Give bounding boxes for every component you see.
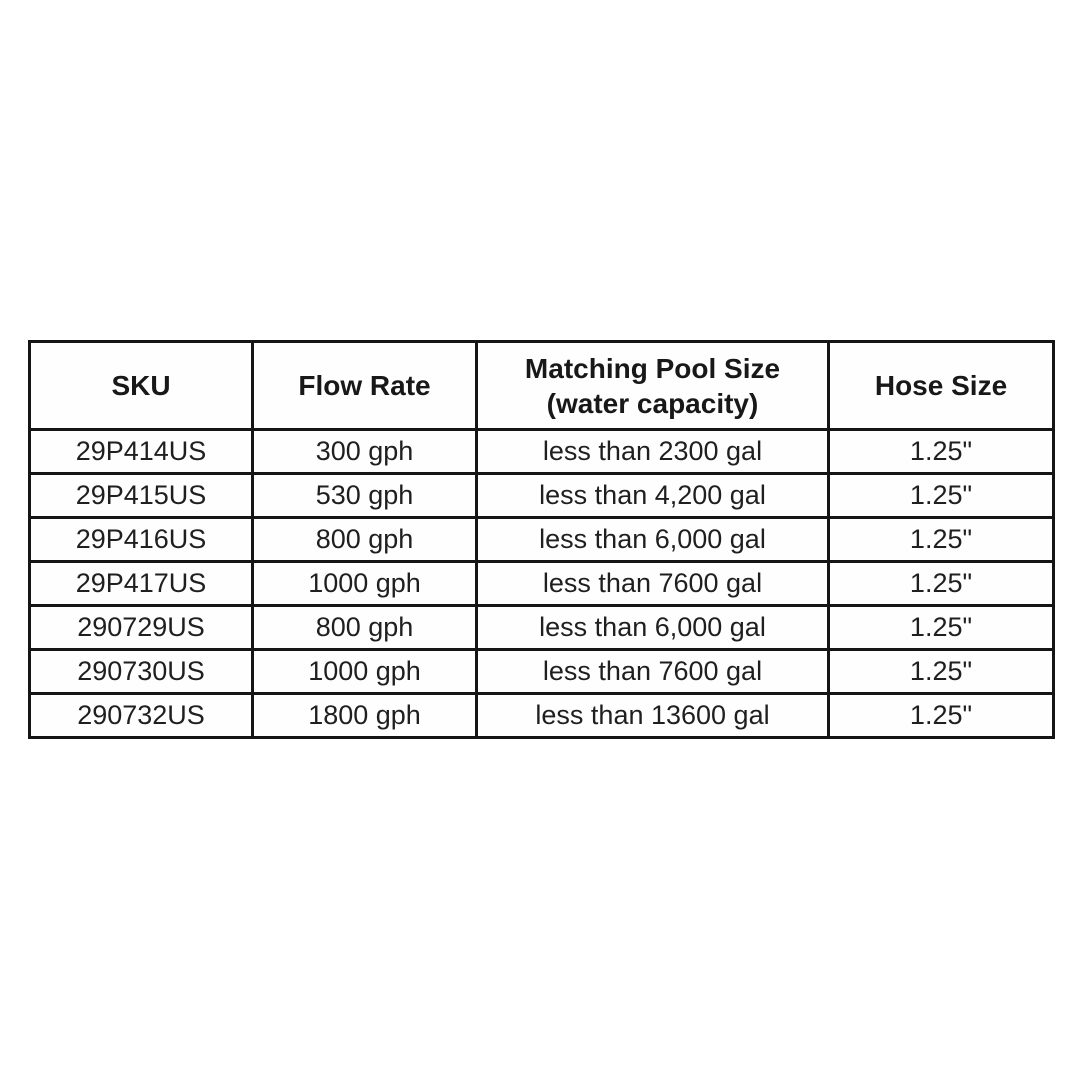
header-row	[30, 342, 1054, 430]
cell-hose-size: 1.25"	[829, 430, 1054, 474]
column-header-label: Flow Rate	[298, 370, 431, 401]
cell-sku: 290729US	[30, 606, 253, 650]
cell-flow-rate: 1000 gph	[253, 562, 477, 606]
cell-hose-size: 1.25"	[829, 694, 1054, 738]
column-header-pool-size	[477, 342, 829, 430]
cell-flow-rate: 530 gph	[253, 474, 477, 518]
cell-sku: 290732US	[30, 694, 253, 738]
column-header-label: Matching Pool Size	[524, 352, 781, 384]
column-header-label: Hose Size	[874, 370, 1008, 401]
table-row	[30, 430, 1054, 474]
cell-sku: 29P417US	[30, 562, 253, 606]
cell-pool-size: less than 7600 gal	[477, 562, 829, 606]
cell-hose-size: 1.25"	[829, 562, 1054, 606]
table-row	[30, 650, 1054, 694]
cell-pool-size: less than 4,200 gal	[477, 474, 829, 518]
table-row	[30, 606, 1054, 650]
table-row	[30, 694, 1054, 738]
column-header-sku	[30, 342, 253, 430]
column-header-flow-rate	[253, 342, 477, 430]
column-header-hose-size	[829, 342, 1054, 430]
cell-hose-size: 1.25"	[829, 650, 1054, 694]
cell-pool-size: less than 6,000 gal	[477, 606, 829, 650]
cell-flow-rate: 300 gph	[253, 430, 477, 474]
column-header-sublabel: (water capacity)	[546, 387, 759, 419]
cell-pool-size: less than 6,000 gal	[477, 518, 829, 562]
cell-pool-size: less than 2300 gal	[477, 430, 829, 474]
cell-flow-rate: 1000 gph	[253, 650, 477, 694]
cell-hose-size: 1.25"	[829, 474, 1054, 518]
cell-flow-rate: 1800 gph	[253, 694, 477, 738]
pump-spec-table	[28, 340, 1055, 739]
cell-flow-rate: 800 gph	[253, 606, 477, 650]
cell-sku: 29P415US	[30, 474, 253, 518]
table-row	[30, 562, 1054, 606]
cell-pool-size: less than 13600 gal	[477, 694, 829, 738]
cell-sku: 29P416US	[30, 518, 253, 562]
cell-sku: 290730US	[30, 650, 253, 694]
cell-pool-size: less than 7600 gal	[477, 650, 829, 694]
cell-hose-size: 1.25"	[829, 606, 1054, 650]
table-row	[30, 474, 1054, 518]
cell-flow-rate: 800 gph	[253, 518, 477, 562]
cell-hose-size: 1.25"	[829, 518, 1054, 562]
cell-sku: 29P414US	[30, 430, 253, 474]
table-row	[30, 518, 1054, 562]
column-header-label: SKU	[111, 370, 171, 401]
